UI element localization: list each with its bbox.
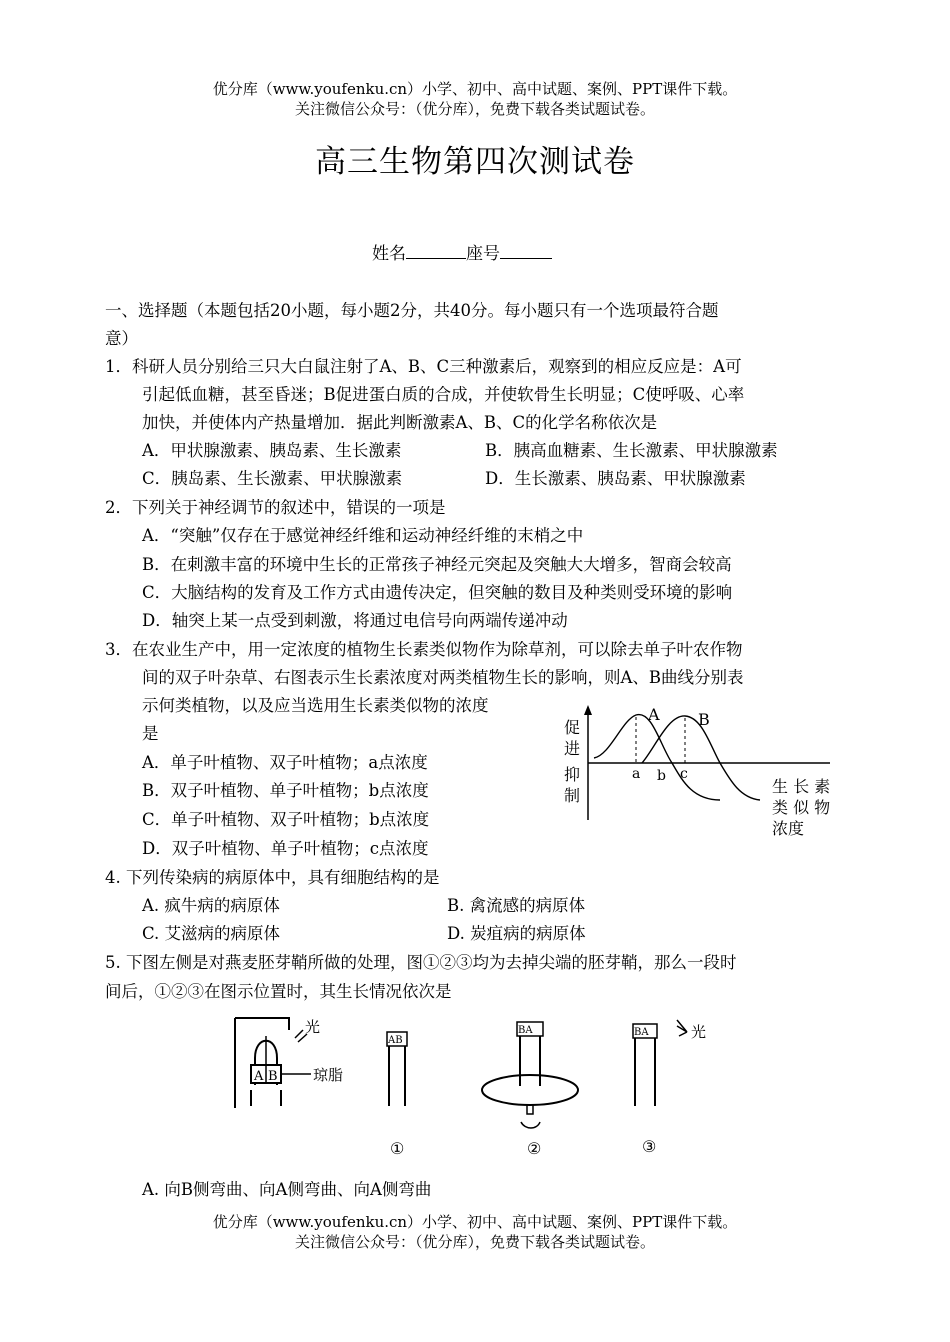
- q5-stem-1: 5. 下图左侧是对燕麦胚芽鞘所做的处理，图①②③均为去掉尖端的胚芽鞘，那么一段时: [105, 953, 737, 972]
- q3-option-d: D．双子叶植物、单子叶植物；c点浓度: [142, 839, 429, 858]
- light-label-3: 光: [691, 1023, 707, 1041]
- q2-option-c: C．大脑结构的发育及工作方式由遗传决定，但突触的数目及种类则受环境的影响: [142, 583, 733, 602]
- header-line-2: 关注微信公众号：（优分库），免费下载各类试题试卷。: [294, 100, 655, 118]
- q4-option-b: B. 禽流感的病原体: [447, 896, 586, 915]
- student-info: [372, 240, 552, 268]
- xlabel-1: 生 长 素: [772, 777, 831, 796]
- q4-stem: 4. 下列传染病的病原体中，具有细胞结构的是: [105, 868, 440, 887]
- coleoptile-figure: [225, 1010, 725, 1160]
- label-2: ②: [527, 1139, 542, 1158]
- ylabel-4: 制: [564, 786, 581, 805]
- q3-stem-4: 是: [142, 724, 159, 743]
- ylabel-3: 抑: [564, 765, 581, 784]
- q2-stem: 2．下列关于神经调节的叙述中，错误的一项是: [105, 498, 446, 517]
- q3-stem-1: 3．在农业生产中，用一定浓度的植物生长素类似物作为除草剂，可以除去单子叶农作物: [105, 640, 743, 659]
- q1-option-c: C．胰岛素、生长激素、甲状腺激素: [142, 469, 403, 488]
- q3-stem-2: 间的双子叶杂草、右图表示生长素浓度对两类植物生长的影响，则A、B曲线分别表: [142, 668, 744, 687]
- block-a-label: A: [254, 1069, 264, 1084]
- block-b-label: B: [268, 1069, 278, 1084]
- block-ab-1-label: AB: [388, 1035, 403, 1046]
- q3-stem-3: 示何类植物，以及应当选用生长素类似物的浓度: [142, 696, 489, 715]
- page-title: 高三生物第四次测试卷: [315, 144, 635, 180]
- section-heading-1: 一、选择题（本题包括20小题，每小题2分，共40分。每小题只有一个选项最符合题: [105, 301, 719, 320]
- coleoptile-1: [387, 1032, 407, 1158]
- q2-option-a: A．“突触”仅存在于感觉神经纤维和运动神经纤维的末梢之中: [142, 526, 584, 545]
- y-axis-arrow: [584, 705, 592, 715]
- q1-stem-2: 引起低血糖，甚至昏迷；B促进蛋白质的合成，并使软骨生长明显；C使呼吸、心率: [142, 385, 745, 404]
- q3-option-b: B．双子叶植物、单子叶植物；b点浓度: [142, 781, 429, 800]
- coleoptile-3: [633, 1020, 706, 1156]
- point-a-label: a: [632, 766, 641, 782]
- xlabel-2: 类 似 物: [772, 798, 831, 817]
- label-3: ③: [642, 1137, 657, 1156]
- light-label-left: 光: [305, 1018, 321, 1036]
- q1-option-d: D．生长激素、胰岛素、甲状腺激素: [485, 469, 746, 488]
- left-panel: [235, 1018, 343, 1108]
- q4-option-d: D. 炭疽病的病原体: [447, 924, 586, 943]
- curve-a-label: A: [648, 705, 660, 724]
- curve-b-label: B: [698, 710, 710, 729]
- point-b-label: b: [657, 768, 666, 784]
- agar-label: 琼脂: [313, 1066, 344, 1084]
- coleoptile-2: [482, 1022, 578, 1158]
- ylabel-1: 促: [564, 718, 581, 737]
- q4-option-a: A. 疯牛病的病原体: [142, 896, 280, 915]
- seat-blank: [500, 242, 552, 259]
- q3-option-a: A．单子叶植物、双子叶植物；a点浓度: [142, 753, 428, 772]
- footer-line-2: 关注微信公众号：（优分库），免费下载各类试题试卷。: [294, 1233, 655, 1251]
- q2-option-d: D．轴突上某一点受到刺激，将通过电信号向两端传递冲动: [142, 611, 568, 630]
- point-c-label: c: [680, 766, 688, 782]
- footer-line-1: 优分库（www.youfenku.cn）小学、初中、高中试题、案例、PPT课件下载。: [212, 1213, 738, 1231]
- label-1: ①: [390, 1139, 405, 1158]
- q3-option-c: C．单子叶植物、双子叶植物；b点浓度: [142, 810, 430, 829]
- q2-option-b: B．在刺激丰富的环境中生长的正常孩子神经元突起及突触大大增多，智商会较高: [142, 555, 732, 574]
- q1-option-b: B．胰高血糖素、生长激素、甲状腺激素: [485, 441, 778, 460]
- name-blank: [406, 242, 466, 259]
- q1-option-a: A．甲状腺激素、胰岛素、生长激素: [142, 441, 402, 460]
- ylabel-2: 进: [564, 739, 581, 758]
- block-ba-3-label: BA: [634, 1027, 649, 1038]
- q1-stem-3: 加快，并使体内产热量增加．据此判断激素A、B、C的化学名称依次是: [142, 413, 658, 432]
- block-ba-2-label: BA: [518, 1025, 533, 1036]
- q1-stem-1: 1．科研人员分别给三只大白鼠注射了A、B、C三种激素后，观察到的相应反应是：A可: [105, 357, 742, 376]
- xlabel-3: 浓度: [772, 819, 805, 838]
- seat-label: 座号: [466, 244, 500, 264]
- q5-option-a: A. 向B侧弯曲、向A侧弯曲、向A侧弯曲: [142, 1180, 432, 1199]
- name-label: 姓名: [372, 244, 406, 264]
- q5-stem-2: 间后，①②③在图示位置时，其生长情况依次是: [105, 982, 452, 1001]
- header-line-1: 优分库（www.youfenku.cn）小学、初中、高中试题、案例、PPT课件下载。: [212, 80, 738, 98]
- q4-option-c: C. 艾滋病的病原体: [142, 924, 281, 943]
- section-heading-2: 意）: [105, 329, 138, 348]
- auxin-graph: [560, 700, 860, 850]
- rotation-arrow: [521, 1122, 540, 1128]
- turntable: [482, 1075, 578, 1105]
